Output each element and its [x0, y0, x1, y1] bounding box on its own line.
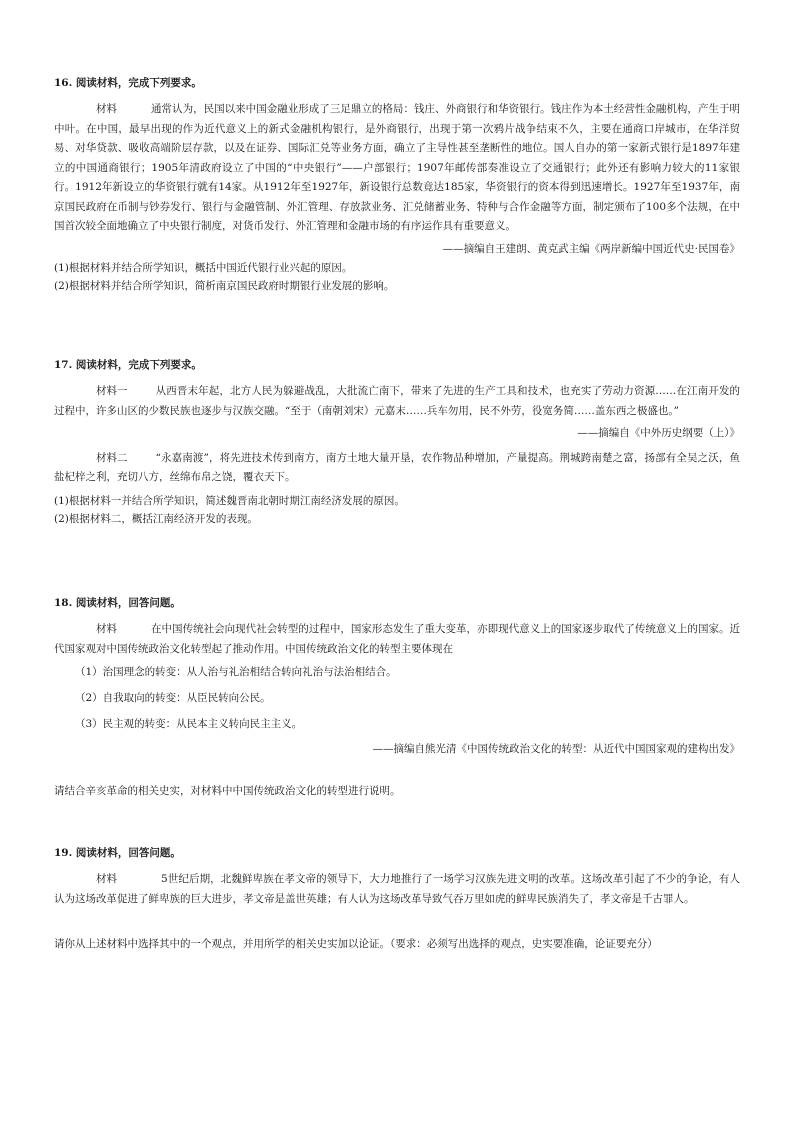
material-label: 材料 [96, 873, 117, 885]
question-18 [54, 596, 740, 801]
question-16 [54, 76, 740, 295]
question-16-source: ——摘编自王建朗、黄克武主编《两岸新编中国近代史·民国卷》 [442, 242, 740, 255]
question-18-item-2: （2）自我取向的转变：从臣民转向公民。 [75, 692, 271, 704]
material-text: 在中国传统社会向现代社会转型的过程中，国家形态发生了重大变革，亦即现代意义上的国家逐步取代了传统意义上的国家。近代国家观对中国传统政治文化转型起了推动作用。中国传统政治文化的转型主要体现在 [54, 623, 740, 655]
material-1-label: 材料一 [96, 385, 128, 397]
question-19-material [54, 870, 740, 909]
question-16-title: 16. 阅读材料，完成下列要求。 [54, 77, 202, 89]
question-18-source: ——摘编自熊光清《中国传统政治文化的转型：从近代中国国家观的建构出发》 [372, 743, 740, 755]
question-17-sub-1: (1)根据材料一并结合所学知识，简述魏晋南北朝时期江南经济发展的原因。 [54, 494, 405, 507]
question-18-material [54, 620, 740, 659]
question-17-title: 17. 阅读材料，完成下列要求。 [54, 359, 202, 371]
question-17-sub-2: (2)根据材料二，概括江南经济开发的表现。 [54, 512, 258, 525]
material-2-text: “永嘉南渡”，将先进技术传到南方，南方土地大量开垦，农作物品种增加，产量提高。荆城跨南楚之富，扬部有全吴之沃，鱼盐杞梓之利，充切八方，丝绵布帛之饶，覆衣天下。 [54, 451, 740, 483]
question-17-source-1: ——摘编自《中外历史纲要（上）》 [577, 427, 740, 439]
question-16-material [54, 100, 740, 237]
material-2-label: 材料二 [96, 451, 128, 464]
question-19 [54, 846, 740, 955]
material-text: 通常认为，民国以来中国金融业形成了三足鼎立的格局：钱庄、外商银行和华资银行。钱庄作为本土经营性金融机构，产生于明中叶。在中国，最早出现的作为近代意义上的新式金融机构银行，是外商银行，出现于第一次鸦片战争结束不久，主要在通商口岸城市，在华洋贸易、对华贷款、吸收高端阶层存款，以及在证券、国际汇兑等业务方面，确立了主导性甚至垄断性的地位。国人自办的第一家新式银行是1897年建立的中国通商银行；1905年清政府设立了中国的“中央银行”——户部银行；1907年邮传部奏准设立了交通银行；此外还有影响力较大的11家银行。1912年新设立的华资银行就有14家。从1912年至1927年，新设银行总数竟达185家，华资银行的资本得到迅速增长。1927年至1937年，南京国民政府在币制与钞券发行、银行与金融管制、外汇管理、存放款业务、汇兑储蓄业务、特种与合作金融等方面，制定颁布了100多个法规，在中国首次较全面地确立了中央银行制度，对货币发行、外汇管理和金融市场的有序运作具有重要意义。 [54, 103, 740, 232]
question-18-title: 18. 阅读材料，回答问题。 [54, 597, 181, 609]
question-17-material-1 [54, 382, 740, 421]
material-text: 5世纪后期，北魏鲜卑族在孝文帝的领导下，大力地推行了一场学习汉族先进文明的改革。这场改革引起了不少的争论，有人认为这场改革促进了鲜卑族的巨大进步，孝文帝是盖世英雄；有人认为这场改革导致气吞万里如虎的鲜卑民族消失了，孝文帝是千古罪人。 [54, 873, 740, 905]
question-17-material-2 [54, 449, 740, 488]
question-17 [54, 358, 740, 528]
question-19-title: 19. 阅读材料，回答问题。 [54, 847, 181, 859]
question-16-sub-2: (2)根据材料并结合所学知识，简析南京国民政府时期银行业发展的影响。 [54, 280, 395, 292]
material-1-text: 从西晋末年起，北方人民为躲避战乱，大批流亡南下，带来了先进的生产工具和技术，也充实了劳动力资源……在江南开发的过程中，许多山区的少数民族也逐步与汉族交融。“至于（南朝刘宋）元嘉末……兵车勿用，民不外劳，役宽务简……盖东西之极盛也。” [54, 385, 740, 417]
question-16-sub-1: (1)根据材料并结合所学知识，概括中国近代银行业兴起的原因。 [54, 262, 353, 274]
material-label: 材料 [96, 623, 117, 635]
question-18-question: 请结合辛亥革命的相关史实，对材料中中国传统政治文化的转型进行说明。 [54, 784, 401, 797]
question-18-item-3: （3）民主观的转变：从民本主义转向民主主义。 [75, 718, 303, 730]
question-19-question: 请你从上述材料中选择其中的一个观点，并用所学的相关史实加以论证。（要求：必须写出选择的观点，史实要准确，论证要充分） [54, 938, 658, 950]
question-18-item-1: （1）治国理念的转变：从人治与礼治相结合转向礼治与法治相结合。 [75, 666, 397, 678]
material-label: 材料 [96, 103, 117, 115]
